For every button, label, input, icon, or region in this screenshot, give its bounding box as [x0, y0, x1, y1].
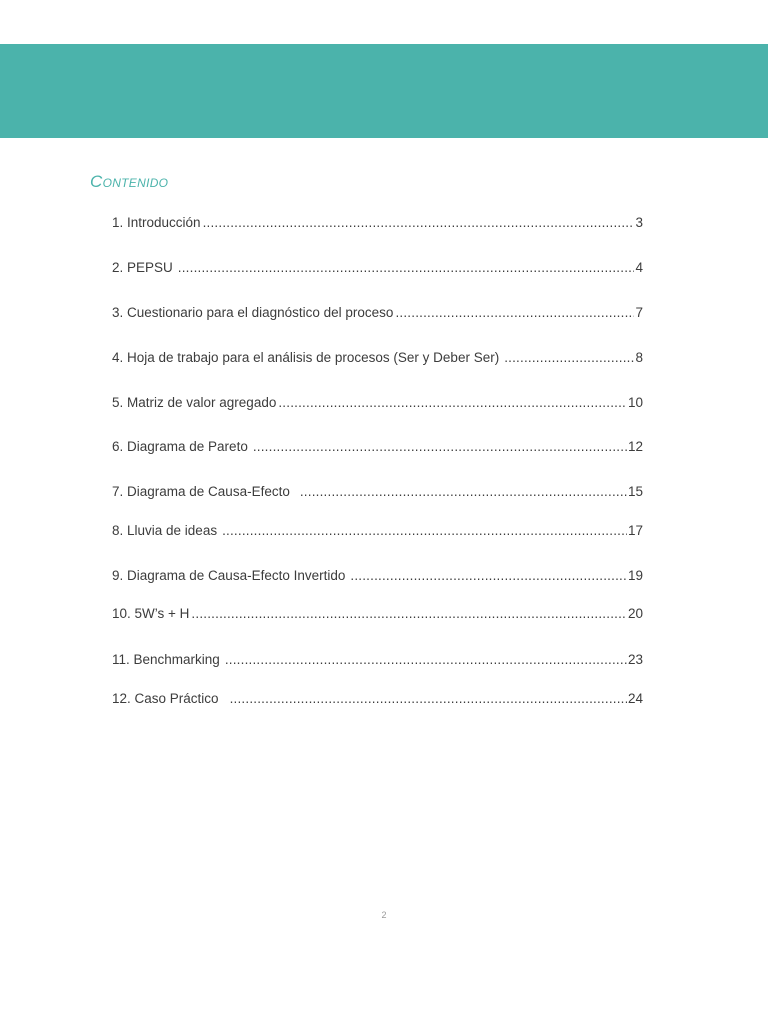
toc-entry-page: 24: [627, 691, 643, 706]
toc-dot-leader: [222, 522, 627, 540]
toc-dot-leader: [230, 690, 627, 708]
toc-dot-leader: [350, 567, 627, 585]
toc-entry-title: 3. Cuestionario para el diagnóstico del proceso: [112, 305, 394, 320]
toc-entry-title: 4. Hoja de trabajo para el análisis de procesos (Ser y Deber Ser): [112, 350, 500, 365]
toc-entry-page: 15: [627, 484, 643, 499]
toc-entry-title: 6. Diagrama de Pareto: [112, 439, 248, 454]
toc-dot-leader: [191, 605, 627, 623]
toc-dot-leader: [253, 438, 627, 456]
toc-entry-title: 9. Diagrama de Causa-Efecto Invertido: [112, 568, 346, 583]
toc-dot-leader: [178, 259, 635, 277]
toc-entry-7[interactable]: [112, 483, 643, 501]
toc-entry-page: 19: [627, 568, 643, 583]
toc-entry-title: 8. Lluvia de ideas: [112, 523, 218, 538]
toc-entry-page: 7: [635, 305, 643, 320]
toc-entry-title: 5. Matriz de valor agregado: [112, 395, 277, 410]
toc-entry-8[interactable]: [112, 522, 643, 540]
toc-dot-leader: [203, 214, 635, 232]
toc-entry-page: 12: [627, 439, 643, 454]
toc-entry-page: 3: [635, 215, 643, 230]
toc-entry-page: 4: [635, 260, 643, 275]
toc-dot-leader: [300, 483, 627, 501]
toc-entry-title: 2. PEPSU: [112, 260, 173, 275]
toc-entry-page: 8: [635, 350, 643, 365]
toc-entry-6[interactable]: [112, 438, 643, 456]
toc-entry-page: 17: [627, 523, 643, 538]
toc-heading: Contenido: [90, 172, 169, 191]
toc-entry-1[interactable]: [112, 214, 643, 232]
toc-dot-leader: [278, 394, 627, 412]
toc-dot-leader: [504, 349, 634, 367]
toc-entry-5[interactable]: [112, 394, 643, 412]
toc-entry-title: 10. 5W’s + H: [112, 606, 190, 621]
page-number: 2: [381, 910, 387, 920]
toc-entry-10[interactable]: [112, 605, 643, 623]
toc-entry-page: 20: [627, 606, 643, 621]
toc-entry-title: 11. Benchmarking: [112, 652, 220, 667]
toc-entry-4[interactable]: [112, 349, 643, 367]
toc-entry-title: 12. Caso Práctico: [112, 691, 219, 706]
toc-entry-9[interactable]: [112, 567, 643, 585]
toc-entry-title: 7. Diagrama de Causa-Efecto: [112, 484, 290, 499]
toc-dot-leader: [225, 651, 627, 669]
header-band: [0, 44, 768, 138]
toc-entry-3[interactable]: [112, 304, 643, 322]
toc-entry-2[interactable]: [112, 259, 643, 277]
toc-entry-page: 10: [627, 395, 643, 410]
toc-entry-page: 23: [627, 652, 643, 667]
toc-dot-leader: [395, 304, 634, 322]
toc-entry-12[interactable]: [112, 690, 643, 708]
toc-entry-11[interactable]: [112, 651, 643, 669]
toc-entry-title: 1. Introducción: [112, 215, 201, 230]
